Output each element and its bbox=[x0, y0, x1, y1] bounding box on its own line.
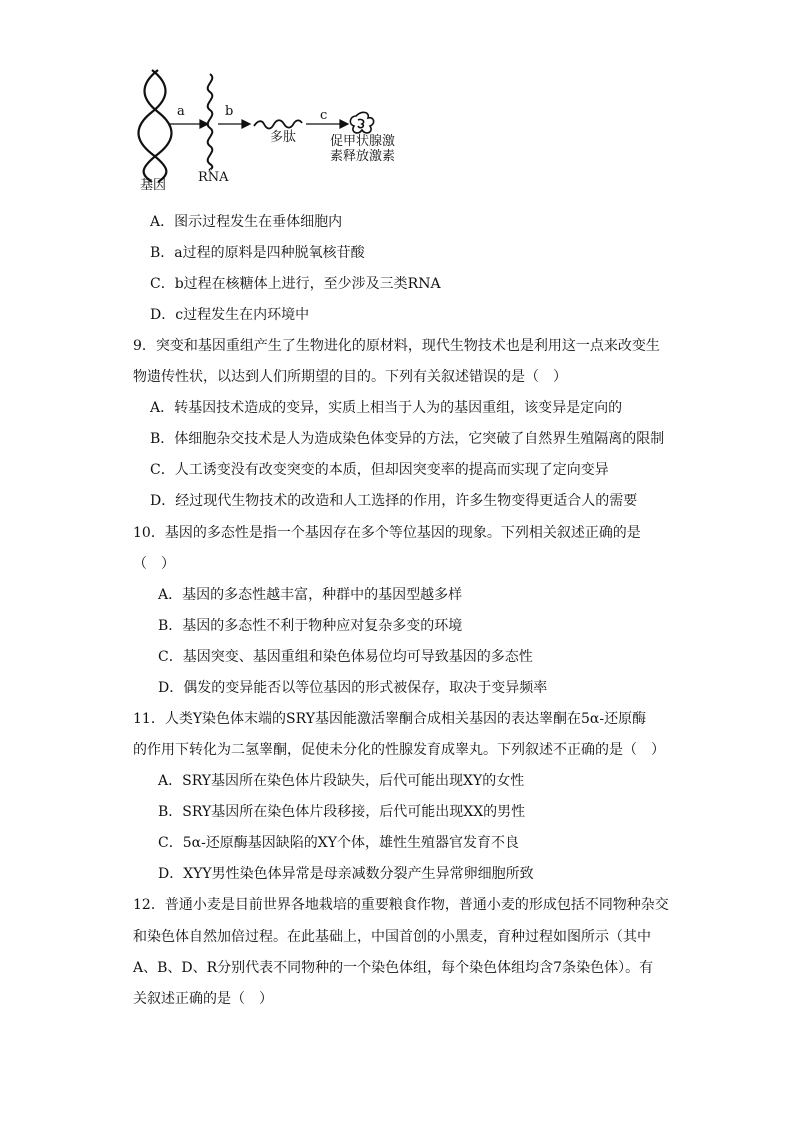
q8-option-d: D．c过程发生在内环境中 bbox=[150, 307, 310, 323]
q11-stem-line2: 的作用下转化为二氢睾酮，促使未分化的性腺发育成睾丸。下列叙述不正确的是（ ） bbox=[133, 742, 665, 758]
q9-stem-line1: 9．突变和基因重组产生了生物进化的原材料，现代生物技术也是利用这一点来改变生 bbox=[133, 338, 660, 354]
q10-option-a: A．基因的多态性越丰富，种群中的基因型越多样 bbox=[158, 587, 463, 603]
q8-option-b: B．a过程的原料是四种脱氧核苷酸 bbox=[150, 245, 365, 261]
rna-strand-icon bbox=[208, 74, 213, 170]
q9-stem-line2: 物遗传性状，以达到人们所期望的目的。下列有关叙述错误的是（ ） bbox=[133, 369, 567, 385]
q12-stem-line2: 和染色体自然加倍过程。在此基础上，中国首创的小黑麦，育种过程如图所示（其中 bbox=[133, 929, 651, 945]
peptide-chain-icon bbox=[254, 120, 302, 128]
q10-option-b: B．基因的多态性不利于物种应对复杂多变的环境 bbox=[158, 618, 463, 634]
arrow-a-icon bbox=[170, 120, 208, 128]
q9-option-d: D．经过现代生物技术的改造和人工选择的作用，许多生物变得更适合人的需要 bbox=[150, 493, 638, 509]
q11-option-c: C．5α-还原酶基因缺陷的XY个体，雄性生殖器官发育不良 bbox=[158, 835, 520, 851]
label-gene: 基因 bbox=[140, 178, 167, 193]
q11-option-a: A．SRY基因所在染色体片段缺失，后代可能出现XY的女性 bbox=[158, 773, 525, 789]
folded-protein-icon bbox=[350, 112, 373, 133]
label-hormone-line2: 素释放激素 bbox=[330, 149, 396, 164]
q10-option-d: D．偶发的变异能否以等位基因的形式被保存，取决于变异频率 bbox=[158, 680, 548, 696]
label-b: b bbox=[225, 104, 234, 119]
label-rna: RNA bbox=[198, 170, 229, 185]
q11-stem-line1: 11．人类Y染色体末端的SRY基因能激活睾酮合成相关基因的表达睾酮在5α-还原酶 bbox=[133, 711, 647, 727]
q9-option-b: B．体细胞杂交技术是人为造成染色体变异的方法，它突破了自然界生殖隔离的限制 bbox=[150, 431, 665, 447]
q9-option-a: A．转基因技术造成的变异，实质上相当于人为的基因重组，该变异是定向的 bbox=[150, 400, 623, 416]
label-a: a bbox=[177, 104, 185, 119]
q11-option-d: D．XYY男性染色体异常是母亲减数分裂产生异常卵细胞所致 bbox=[158, 866, 534, 882]
q10-stem-line1: 10．基因的多态性是指一个基因存在多个等位基因的现象。下列相关叙述正确的是 bbox=[133, 525, 641, 541]
label-c: c bbox=[320, 108, 328, 123]
q12-stem-line1: 12．普通小麦是目前世界各地栽培的重要粮食作物，普通小麦的形成包括不同物种杂交 bbox=[133, 897, 669, 913]
gene-expression-diagram bbox=[130, 66, 430, 196]
label-peptide: 多肽 bbox=[270, 130, 297, 145]
arrow-b-icon bbox=[218, 120, 250, 128]
label-hormone-line1: 促甲状腺激 bbox=[330, 134, 396, 149]
q8-option-a: A．图示过程发生在垂体细胞内 bbox=[150, 214, 343, 230]
q12-stem-line4: 关叙述正确的是（ ） bbox=[133, 991, 273, 1007]
dna-helix-icon bbox=[139, 70, 172, 182]
q11-option-b: B．SRY基因所在染色体片段移接，后代可能出现XX的男性 bbox=[158, 804, 526, 820]
q8-option-c: C．b过程在核糖体上进行，至少涉及三类RNA bbox=[150, 276, 441, 292]
q9-option-c: C．人工诱变没有改变突变的本质，但却因突变率的提高而实现了定向变异 bbox=[150, 462, 609, 478]
q10-stem-line2: （ ） bbox=[133, 556, 175, 572]
q10-option-c: C．基因突变、基因重组和染色体易位均可导致基因的多态性 bbox=[158, 649, 533, 665]
q12-stem-line3: A、B、D、R分别代表不同物种的一个染色体组，每个染色体组均含7条染色体）。有 bbox=[133, 960, 654, 976]
